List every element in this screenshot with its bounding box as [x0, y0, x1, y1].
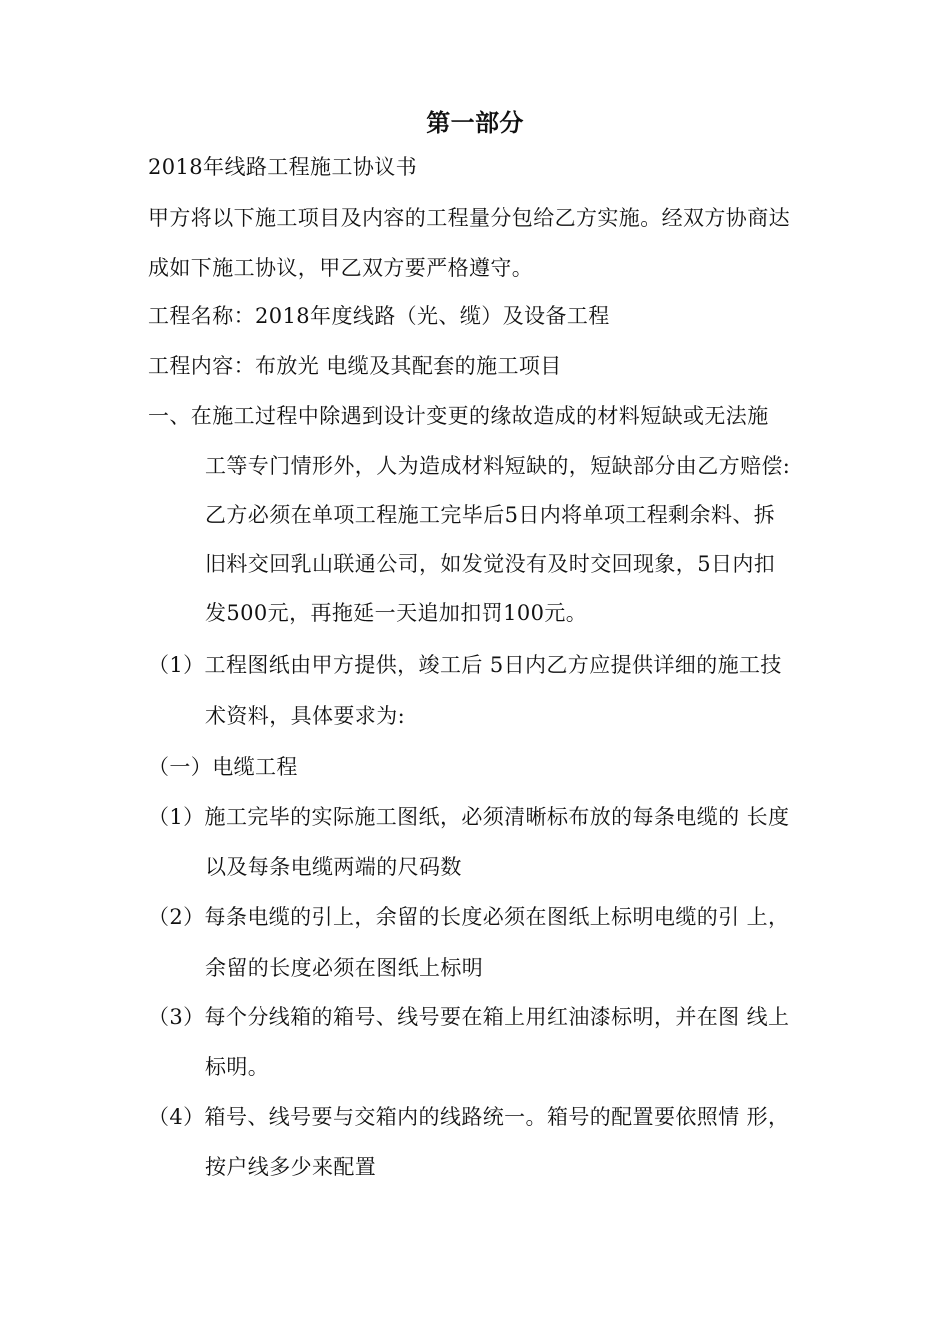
cable-item-3-line-2: 标明。 — [205, 1055, 270, 1079]
cable-item-3-line-1: （3）每个分线箱的箱号、线号要在箱上用红油漆标明，并在图 线上 — [148, 1005, 790, 1029]
cable-item-1-line-2: 以及每条电缆两端的尺码数 — [205, 855, 462, 879]
drawings-line-1: （1）工程图纸由甲方提供，竣工后 5日内乙方应提供详细的施工技 — [148, 653, 782, 677]
project-content: 工程内容：布放光 电缆及其配套的施工项目 — [148, 354, 562, 378]
cable-item-2-line-1: （2）每条电缆的引上，余留的长度必须在图纸上标明电缆的引 上， — [148, 905, 790, 929]
clause-one-line-3: 乙方必须在单项工程施工完毕后5日内将单项工程剩余料、拆 — [205, 503, 776, 527]
cable-item-1-line-1: （1）施工完毕的实际施工图纸，必须清晰标布放的每条电缆的 长度 — [148, 805, 790, 829]
document-subtitle: 2018年线路工程施工协议书 — [148, 155, 418, 179]
clause-one-line-1: 一、在施工过程中除遇到设计变更的缘故造成的材料短缺或无法施 — [148, 404, 769, 428]
clause-one-line-4: 旧料交回乳山联通公司，如发觉没有及时交回现象，5日内扣 — [205, 552, 776, 576]
cable-item-4-line-2: 按户线多少来配置 — [205, 1155, 377, 1179]
intro-line-1: 甲方将以下施工项目及内容的工程量分包给乙方实施。经双方协商达 — [148, 206, 790, 230]
project-name: 工程名称：2018年度线路（光、缆）及设备工程 — [148, 304, 610, 328]
drawings-line-2: 术资料，具体要求为: — [205, 704, 406, 728]
clause-one-line-2: 工等专门情形外，人为造成材料短缺的，短缺部分由乙方赔偿: — [205, 454, 791, 478]
cable-item-4-line-1: （4）箱号、线号要与交箱内的线路统一。箱号的配置要依照情 形， — [148, 1105, 790, 1129]
section-heading-cable: （一）电缆工程 — [148, 755, 298, 779]
intro-line-2: 成如下施工协议，甲乙双方要严格遵守。 — [148, 256, 534, 280]
clause-one-line-5: 发500元，再拖延一天追加扣罚100元。 — [205, 601, 588, 625]
cable-item-2-line-2: 余留的长度必须在图纸上标明 — [205, 956, 484, 980]
page-title: 第一部分 — [426, 108, 524, 137]
